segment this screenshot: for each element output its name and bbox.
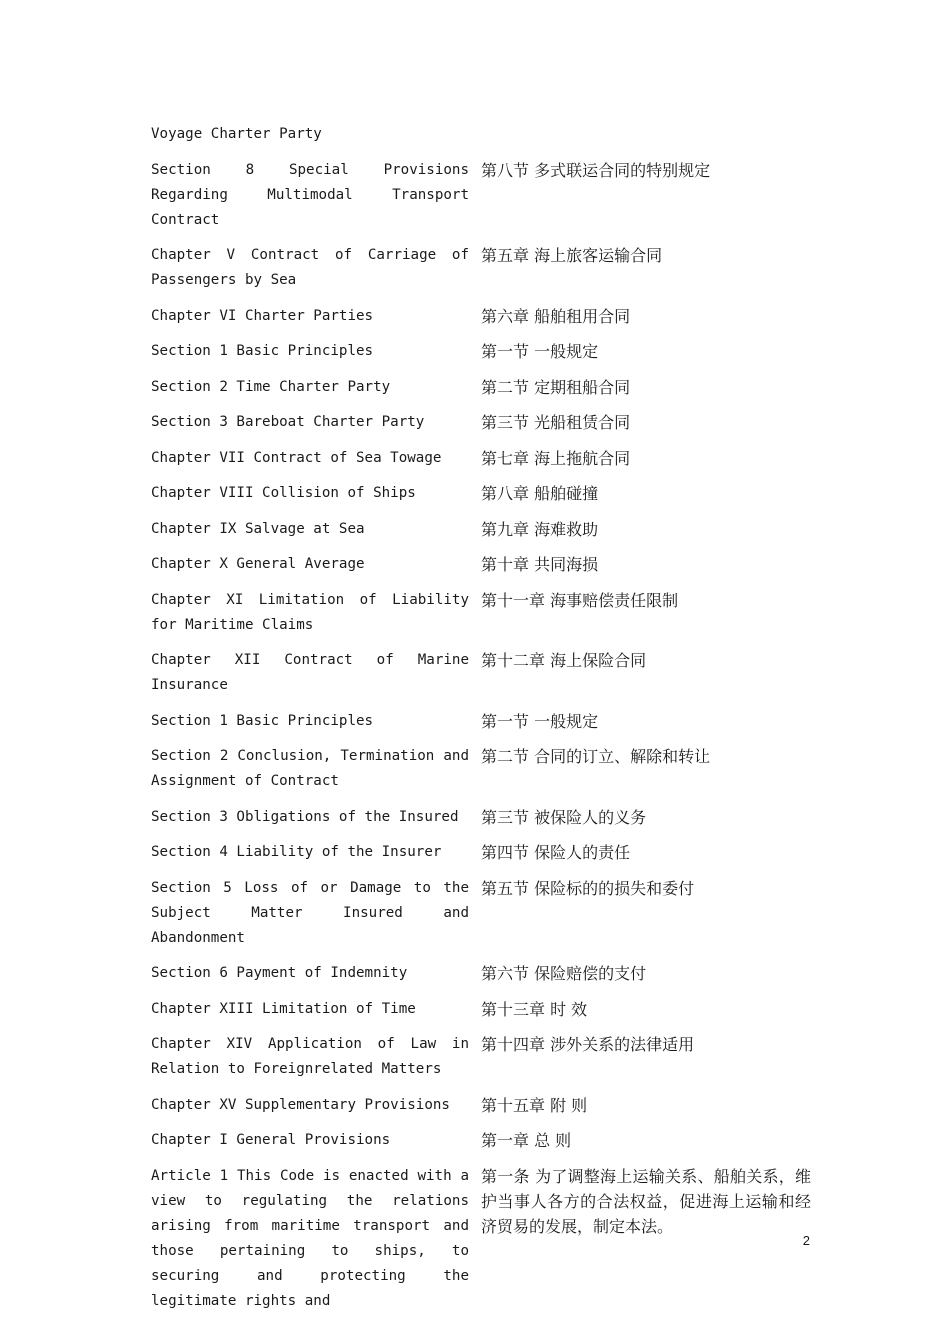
chinese-text: 第九章 海难救助: [481, 519, 599, 539]
english-text: Section 2 Conclusion, Termination and Assignment of Contract: [151, 748, 469, 789]
chinese-text: 第一节 一般规定: [481, 342, 599, 361]
chinese-text: 第十二章 海上保险合同: [481, 651, 647, 670]
english-text: Section 3 Obligations of the Insured: [151, 808, 459, 825]
bilingual-row: [151, 375, 811, 400]
english-text: Section 2 Time Charter Party: [151, 378, 391, 395]
chinese-text: 第六节 保险赔偿的支付: [481, 964, 647, 983]
english-text: Chapter XII Contract of Marine Insurance: [151, 652, 469, 693]
bilingual-table-of-contents: [151, 122, 811, 1324]
bilingual-row: [151, 648, 811, 698]
bilingual-row: [151, 1032, 811, 1082]
english-text: Section 8 Special Provisions Regarding Multimodal Transport Contract: [151, 161, 469, 228]
chinese-text: 第七章 海上拖航合同: [481, 448, 631, 468]
english-text: Chapter VI Charter Parties: [151, 307, 374, 324]
english-text: Chapter XV Supplementary Provisions: [151, 1096, 450, 1113]
english-text: Voyage Charter Party: [151, 126, 322, 142]
bilingual-row: [151, 805, 811, 830]
bilingual-row: [151, 1093, 811, 1118]
chinese-text: 第六章 船舶租用合同: [481, 306, 631, 326]
bilingual-row: [151, 304, 811, 329]
bilingual-row: [151, 410, 811, 435]
chinese-text: 第三节 被保险人的义务: [481, 807, 647, 827]
bilingual-row: [151, 997, 811, 1022]
chinese-text: 第十三章 时 效: [481, 999, 588, 1019]
bilingual-row: [151, 339, 811, 364]
english-text: Chapter XIV Application of Law in Relation to Foreignrelated Matters: [151, 1036, 469, 1077]
english-text: Chapter X General Average: [151, 556, 365, 572]
english-text: Chapter XIII Limitation of Time: [151, 1000, 416, 1017]
bilingual-row: [151, 840, 811, 865]
chinese-text: 第五节 保险标的的损失和委付: [481, 878, 695, 898]
english-text: Section 1 Basic Principles: [151, 343, 374, 359]
english-text: Chapter VIII Collision of Ships: [151, 485, 416, 501]
english-text: Section 6 Payment of Indemnity: [151, 965, 408, 981]
english-text: Chapter V Contract of Carriage of Passengers by Sea: [151, 247, 469, 288]
english-text: Section 5 Loss of or Damage to the Subject Matter Insured and Abandonment: [151, 879, 469, 946]
chinese-text: 第二节 定期租船合同: [481, 377, 631, 397]
chinese-text: 第十章 共同海损: [481, 555, 599, 574]
bilingual-row: [151, 588, 811, 638]
chinese-text: 第五章 海上旅客运输合同: [481, 246, 663, 265]
english-text: Article 1 This Code is enacted with a view to regulating the relations arising from maritime transport and those pertaining to ships, to securing and protecting the legitimate rights and: [151, 1167, 469, 1309]
english-text: Chapter XI Limitation of Liability for Maritime Claims: [151, 591, 469, 633]
bilingual-row: [151, 709, 811, 734]
chinese-text: 第四节 保险人的责任: [481, 843, 631, 862]
chinese-text: 第一章 总 则: [481, 1131, 572, 1150]
bilingual-row: [151, 158, 811, 233]
chinese-text: 第一节 一般规定: [481, 711, 599, 731]
english-text: Chapter IX Salvage at Sea: [151, 520, 365, 537]
chinese-text: 第十五章 附 则: [481, 1095, 588, 1115]
english-text: Chapter VII Contract of Sea Towage: [151, 449, 442, 466]
chinese-text: 第八章 船舶碰撞: [481, 484, 599, 503]
chinese-text: 第三节 光船租赁合同: [481, 413, 631, 432]
bilingual-row: [151, 481, 811, 506]
bilingual-row: [151, 961, 811, 986]
english-text: Section 4 Liability of the Insurer: [151, 844, 442, 860]
chinese-text: 第十一章 海事赔偿责任限制: [481, 590, 679, 610]
english-text: Chapter I General Provisions: [151, 1132, 391, 1148]
english-text: Section 3 Bareboat Charter Party: [151, 414, 425, 430]
bilingual-row: [151, 517, 811, 542]
chinese-text: 第一条 为了调整海上运输关系、船舶关系，维护当事人各方的合法权益，促进海上运输和经济贸易的发展，制定本法。: [481, 1166, 811, 1236]
bilingual-row: [151, 552, 811, 577]
bilingual-row: [151, 876, 811, 951]
bilingual-row: [151, 1164, 811, 1314]
chinese-text: 第八节 多式联运合同的特别规定: [481, 160, 711, 180]
bilingual-row: [151, 446, 811, 471]
page-number: 2: [802, 1233, 810, 1248]
chinese-text: 第二节 合同的订立、解除和转让: [481, 747, 711, 766]
english-text: Section 1 Basic Principles: [151, 712, 374, 729]
bilingual-row: [151, 744, 811, 794]
bilingual-row: [151, 1128, 811, 1153]
bilingual-row: [151, 243, 811, 293]
bilingual-row: [151, 122, 811, 147]
chinese-text: 第十四章 涉外关系的法律适用: [481, 1035, 695, 1054]
